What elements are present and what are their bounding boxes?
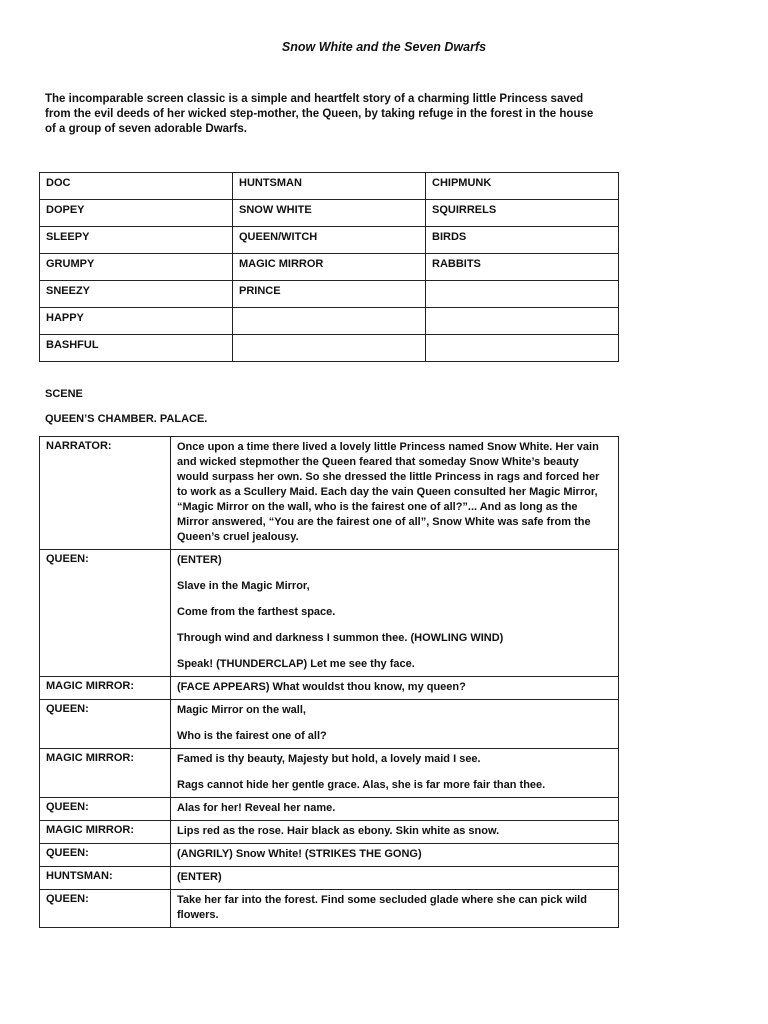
dialogue-cell — [171, 867, 619, 890]
dialogue-cell — [171, 798, 619, 821]
dialogue-line: Magic Mirror on the wall, — [177, 704, 306, 716]
cast-cell: BIRDS — [426, 227, 619, 254]
cast-cell: QUEEN/WITCH — [233, 227, 426, 254]
intro-paragraph: The incomparable screen classic is a simple and heartfelt story of a charming little Princess saved from the evil deeds of her wicked step-mother, the Queen, by taking refuge in the forest in the house of a group of seven adorable Dwarfs. — [45, 93, 594, 135]
dialogue-cell — [171, 700, 619, 749]
cast-row — [40, 173, 619, 200]
dialogue-line: Through wind and darkness I summon thee. (HOWLING WIND) — [177, 632, 504, 644]
cast-cell: PRINCE — [233, 281, 426, 308]
script-row — [40, 798, 619, 821]
dialogue-line: Slave in the Magic Mirror, — [177, 580, 310, 592]
cast-row — [40, 254, 619, 281]
cast-cell: MAGIC MIRROR — [233, 254, 426, 281]
scene-location: QUEEN’S CHAMBER. PALACE. — [45, 413, 208, 425]
script-table — [39, 436, 619, 928]
cast-cell — [426, 335, 619, 362]
dialogue-line: Famed is thy beauty, Majesty but hold, a lovely maid I see. — [177, 753, 481, 765]
dialogue-line: (FACE APPEARS) What wouldst thou know, my queen? — [177, 681, 466, 693]
dialogue-cell — [171, 550, 619, 677]
dialogue-line: Lips red as the rose. Hair black as ebony. Skin white as snow. — [177, 825, 500, 837]
speaker-name: QUEEN: — [40, 700, 171, 749]
cast-cell: SQUIRRELS — [426, 200, 619, 227]
cast-cell: BASHFUL — [40, 335, 233, 362]
cast-row — [40, 335, 619, 362]
speaker-name: QUEEN: — [40, 798, 171, 821]
dialogue-line: (ENTER) — [177, 554, 222, 566]
speaker-name: QUEEN: — [40, 844, 171, 867]
cast-row — [40, 308, 619, 335]
dialogue-line: Take her far into the forest. Find some secluded glade where she can pick wild flowers. — [177, 894, 587, 921]
script-row — [40, 437, 619, 550]
cast-row — [40, 281, 619, 308]
dialogue-cell — [171, 890, 619, 928]
cast-cell — [233, 308, 426, 335]
cast-cell: GRUMPY — [40, 254, 233, 281]
cast-cell: CHIPMUNK — [426, 173, 619, 200]
script-row — [40, 677, 619, 700]
cast-cell: SNOW WHITE — [233, 200, 426, 227]
cast-cell — [233, 335, 426, 362]
speaker-name: QUEEN: — [40, 550, 171, 677]
cast-table — [39, 172, 619, 362]
dialogue-line: Speak! (THUNDERCLAP) Let me see thy face. — [177, 658, 415, 670]
dialogue-line: Alas for her! Reveal her name. — [177, 802, 336, 814]
speaker-name: MAGIC MIRROR: — [40, 749, 171, 798]
dialogue-line: Who is the fairest one of all? — [177, 730, 327, 742]
page-title: Snow White and the Seven Dwarfs — [281, 40, 487, 54]
speaker-name: MAGIC MIRROR: — [40, 677, 171, 700]
cast-cell: HAPPY — [40, 308, 233, 335]
cast-cell — [426, 308, 619, 335]
speaker-name: NARRATOR: — [40, 437, 171, 550]
speaker-name: MAGIC MIRROR: — [40, 821, 171, 844]
script-row — [40, 890, 619, 928]
cast-cell: DOPEY — [40, 200, 233, 227]
dialogue-line: Rags cannot hide her gentle grace. Alas, she is far more fair than thee. — [177, 779, 546, 791]
cast-cell — [426, 281, 619, 308]
script-row — [40, 700, 619, 749]
cast-row — [40, 227, 619, 254]
dialogue-cell — [171, 844, 619, 867]
script-row — [40, 550, 619, 677]
dialogue-cell — [171, 749, 619, 798]
dialogue-line: Once upon a time there lived a lovely little Princess named Snow White. Her vain and wicked stepmother the Queen feared that someday Snow White’s beauty would surpass her own. So she dressed the little Princess in rags and forced her to work as a Scullery Maid. Each day the vain Queen consulted her Magic Mirror, “Magic Mirror on the wall, who is the fairest one of all?”... And as long as the Mirror answered, “You are the fairest one of all”, Snow White was safe from the Queen’s cruel jealousy. — [177, 441, 600, 543]
dialogue-line: Come from the farthest space. — [177, 606, 336, 618]
script-row — [40, 844, 619, 867]
cast-cell: SLEEPY — [40, 227, 233, 254]
speaker-name: HUNTSMAN: — [40, 867, 171, 890]
speaker-name: QUEEN: — [40, 890, 171, 928]
script-row — [40, 749, 619, 798]
script-row — [40, 867, 619, 890]
script-row — [40, 821, 619, 844]
cast-cell: DOC — [40, 173, 233, 200]
scene-heading: SCENE — [45, 388, 83, 400]
dialogue-cell — [171, 821, 619, 844]
cast-row — [40, 200, 619, 227]
cast-cell: RABBITS — [426, 254, 619, 281]
dialogue-line: (ANGRILY) Snow White! (STRIKES THE GONG) — [177, 848, 422, 860]
dialogue-cell — [171, 437, 619, 550]
cast-cell: HUNTSMAN — [233, 173, 426, 200]
cast-cell: SNEEZY — [40, 281, 233, 308]
dialogue-line: (ENTER) — [177, 871, 222, 883]
dialogue-cell — [171, 677, 619, 700]
